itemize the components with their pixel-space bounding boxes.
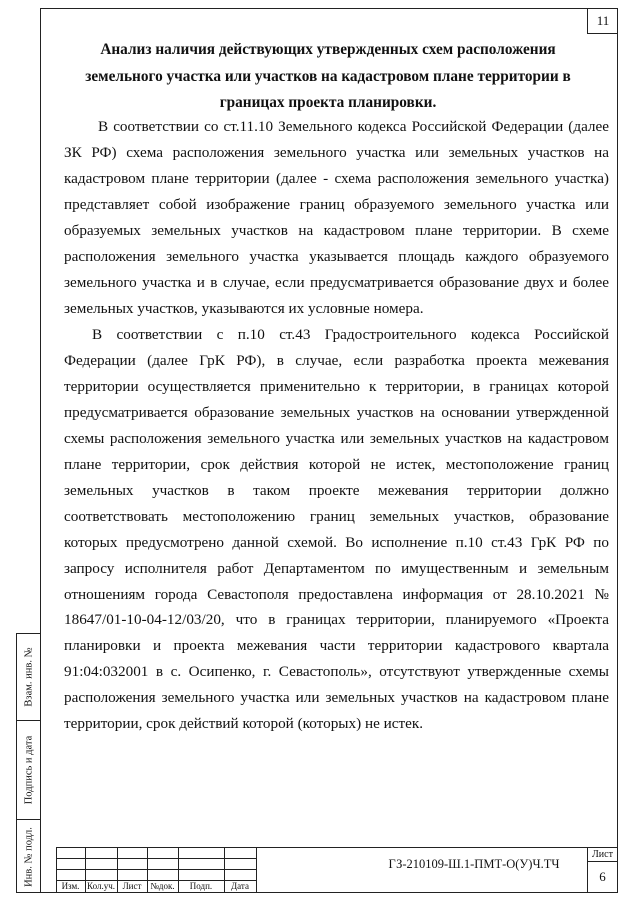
title-block-header-list: Лист bbox=[122, 881, 142, 891]
side-stamp bbox=[16, 633, 40, 893]
side-cell-vzam-inv bbox=[17, 634, 40, 721]
paragraph-grk-rf: В соответствии с п.10 ст.43 Градостроительного кодекса Российской Федерации (далее ГрК РФ), в случае, если разработка проекта межевания территории осуществляется применительно к территории, в границах которой предусматривается образование земельных участков на основании утвержденной схемы расположения земельного участка или земельных участков на кадастровом плане территории, срок действия которой не истек, местоположение границ земельных участков в таком проекте межевания территории должно соответствовать местоположению границ земельных участков, образование которых предусмотрено данной схемой. Во исполнение п.10 ст.43 ГрК РФ по запросу исполнителя работ Департаментом по имущественным и земельным отношениям города Севастополя предоставлена информация от 28.10.2021 № 18647/01-10-04-12/03/20, что в границах территории, планируемого «Проекта планировки и проекта межевания части территории кадастрового квартала 91:04:032001 в с. Осипенко, г. Севастополь», отсутствуют утвержденные схемы расположения земельного участка или земельных участков на кадастровом плане территории, срок действий которой (которых) не истек. bbox=[64, 326, 609, 733]
title-block-row-line bbox=[56, 858, 256, 859]
side-label-vzam-inv: Взам. инв. № bbox=[23, 647, 34, 707]
page-number: 11 bbox=[587, 8, 618, 34]
side-cell-podpis-data bbox=[17, 721, 40, 820]
document-title: Анализ наличия действующих утвержденных схем расположения земельного участка или участков на кадастровом плане территории в границах проекта планировки. bbox=[85, 41, 571, 112]
title-block-header-ndok: №док. bbox=[150, 881, 175, 891]
title-block-header-kol-uch: Кол.уч. bbox=[87, 881, 115, 891]
sheet-label: Лист bbox=[592, 849, 613, 860]
title-block-header-podp: Подп. bbox=[189, 881, 213, 891]
side-label-inv-podl: Инв. № подл. bbox=[23, 826, 34, 887]
title-block-header-data: Дата bbox=[231, 881, 249, 891]
side-label-podpis-data: Подпись и дата bbox=[23, 735, 34, 805]
title-block bbox=[56, 847, 618, 893]
document-code: ГЗ-210109-Ш.1-ПМТ-О(У)Ч.ТЧ bbox=[388, 857, 560, 871]
title-block-col-line bbox=[256, 847, 257, 893]
side-cell-inv-podl bbox=[17, 820, 40, 893]
title-block-top-line bbox=[56, 847, 618, 848]
title-block-row-line bbox=[56, 869, 256, 870]
sheet-number: 6 bbox=[599, 869, 606, 884]
paragraph-zk-rf: В соответствии со ст.11.10 Земельного кодекса Российской Федерации (далее ЗК РФ) схема расположения земельного участка или земельных участков на кадастровом плане территории (далее - схема расположения земельного участка) представляет собой изображение границ образуемого земельного участка или образуемых земельных участков на кадастровом плане территории. В схеме расположения земельного участка указывается площадь каждого образуемого земельного участка и в случае, если предусматривается образование двух и более земельных участков, указываются их условные номера. bbox=[64, 118, 609, 317]
title-block-header-izm: Изм. bbox=[61, 881, 80, 891]
